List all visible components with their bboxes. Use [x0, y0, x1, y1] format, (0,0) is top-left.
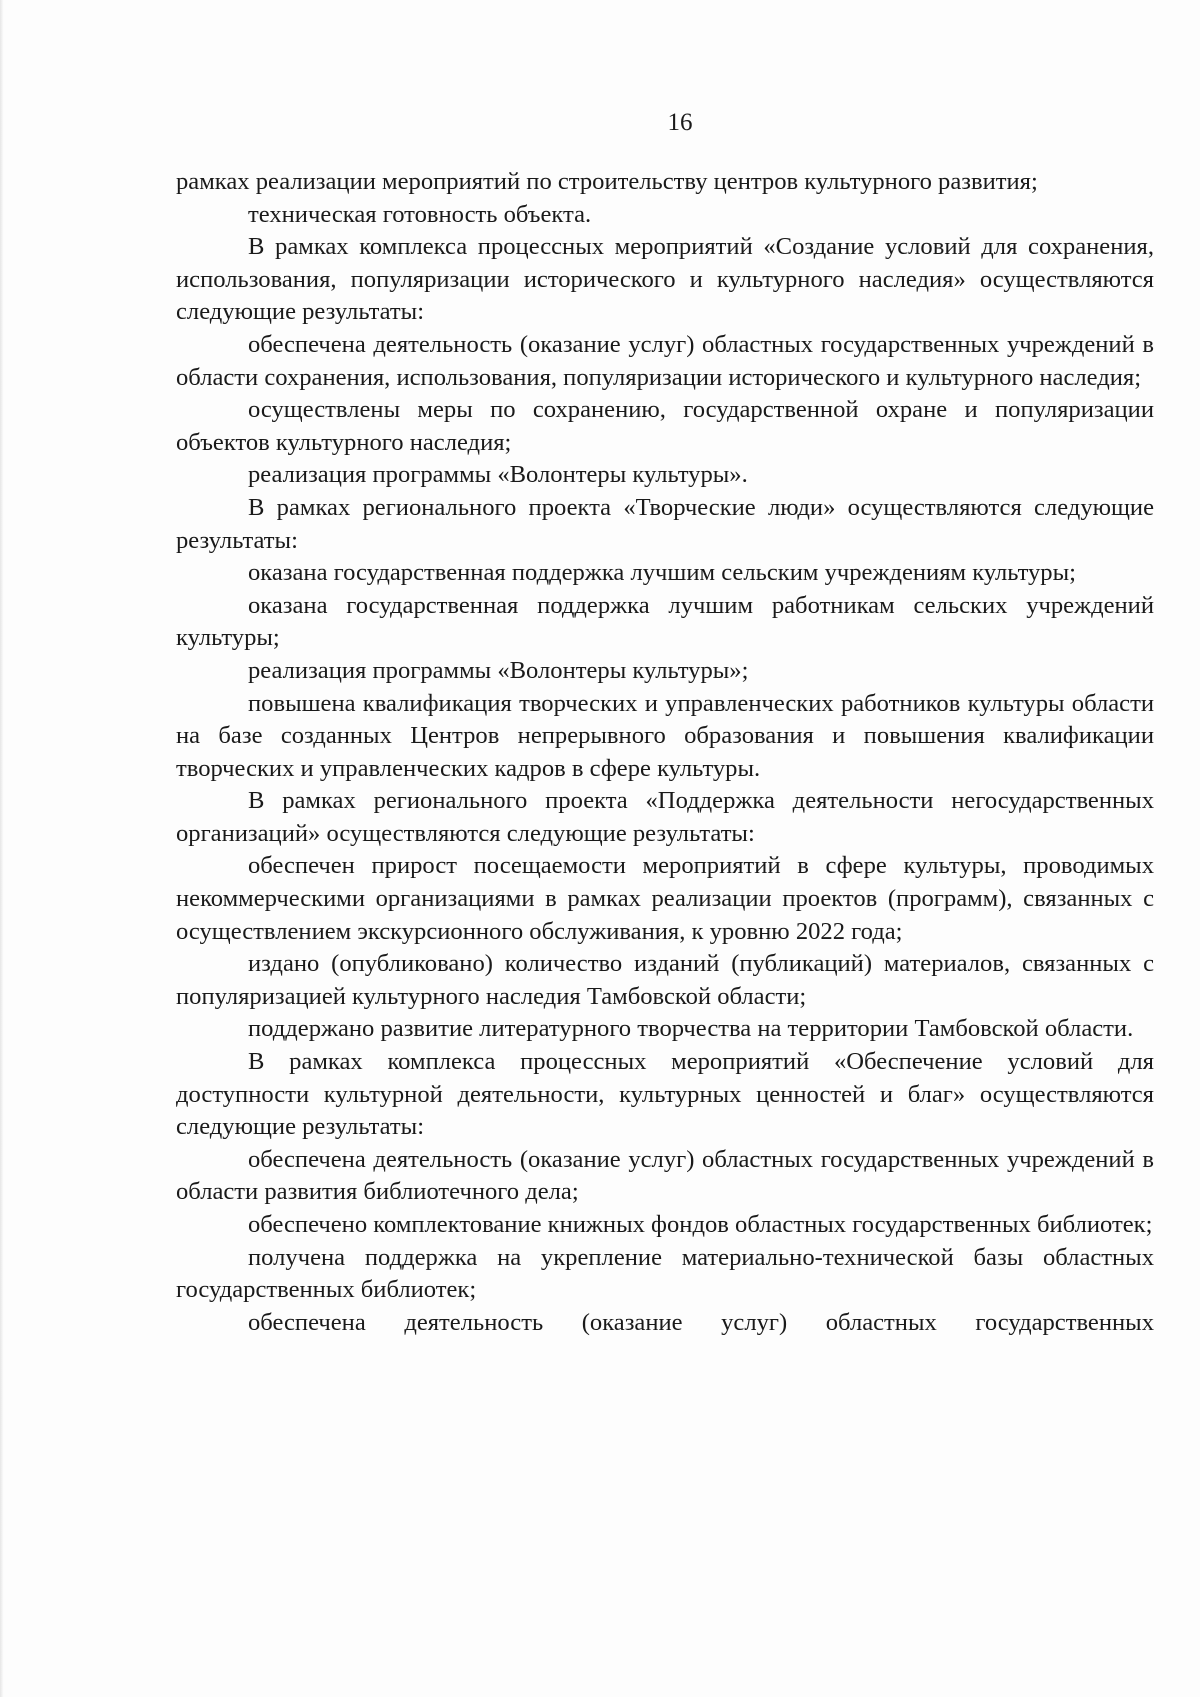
paragraph: оказана государственная поддержка лучшим работникам сельских учреждений культуры;: [176, 591, 1154, 652]
paragraph: обеспечена деятельность (оказание услуг) областных государственных: [248, 1308, 1154, 1336]
paragraph: рамках реализации мероприятий по строительству центров культурного развития;: [176, 168, 1038, 195]
paragraph: В рамках комплекса процессных мероприятий «Создание условий для сохранения, использования, популяризации исторического и культурного наследия» осуществляются следующие результаты:: [176, 233, 1154, 326]
paragraph: оказана государственная поддержка лучшим сельским учреждениям культуры;: [248, 559, 1076, 587]
paragraph: обеспечен прирост посещаемости мероприятий в сфере культуры, проводимых некоммерческими организациями в рамках реализации проектов (программ), связанных с осуществлением экскурсионного обслуживания, к уровню 2022 года;: [176, 852, 1154, 945]
paragraph: получена поддержка на укрепление материально-технической базы областных государственных библиотек;: [176, 1243, 1154, 1304]
scan-edge-shadow: [0, 0, 4, 1697]
paragraph: В рамках регионального проекта «Творческие люди» осуществляются следующие результаты:: [176, 493, 1154, 554]
paragraph: обеспечено комплектование книжных фондов областных государственных библиотек;: [248, 1211, 1153, 1238]
paragraph: издано (опубликовано) количество изданий (публикаций) материалов, связанных с популяризацией культурного наследия Тамбовской области;: [176, 950, 1154, 1010]
paragraph: обеспечена деятельность (оказание услуг) областных государственных учреждений в области сохранения, использования, популяризации исторического и культурного наследия;: [176, 330, 1154, 391]
paragraph: осуществлены меры по сохранению, государственной охране и популяризации объектов культурного наследия;: [176, 396, 1154, 456]
paragraph: техническая готовность объекта.: [248, 200, 592, 228]
paragraph: В рамках комплекса процессных мероприятий «Обеспечение условий для доступности культурной деятельности, культурных ценностей и благ» осуществляются следующие результаты:: [176, 1048, 1154, 1141]
paragraph: обеспечена деятельность (оказание услуг) областных государственных учреждений в области развития библиотечного дела;: [176, 1145, 1154, 1206]
paragraph: реализация программы «Волонтеры культуры»;: [248, 656, 749, 684]
paragraph: В рамках регионального проекта «Поддержка деятельности негосударственных организаций» осуществляются следующие результаты:: [176, 787, 1154, 847]
page-number: 16: [667, 109, 693, 136]
document-body: [176, 166, 1154, 1339]
paragraph: реализация программы «Волонтеры культуры».: [248, 461, 748, 489]
paragraph: повышена квалификация творческих и управленческих работников культуры области на базе созданных Центров непрерывного образования и повышения квалификации творческих и управленческих кадров в сфере культуры.: [176, 689, 1154, 782]
paragraph: поддержано развитие литературного творчества на территории Тамбовской области.: [248, 1015, 1134, 1043]
